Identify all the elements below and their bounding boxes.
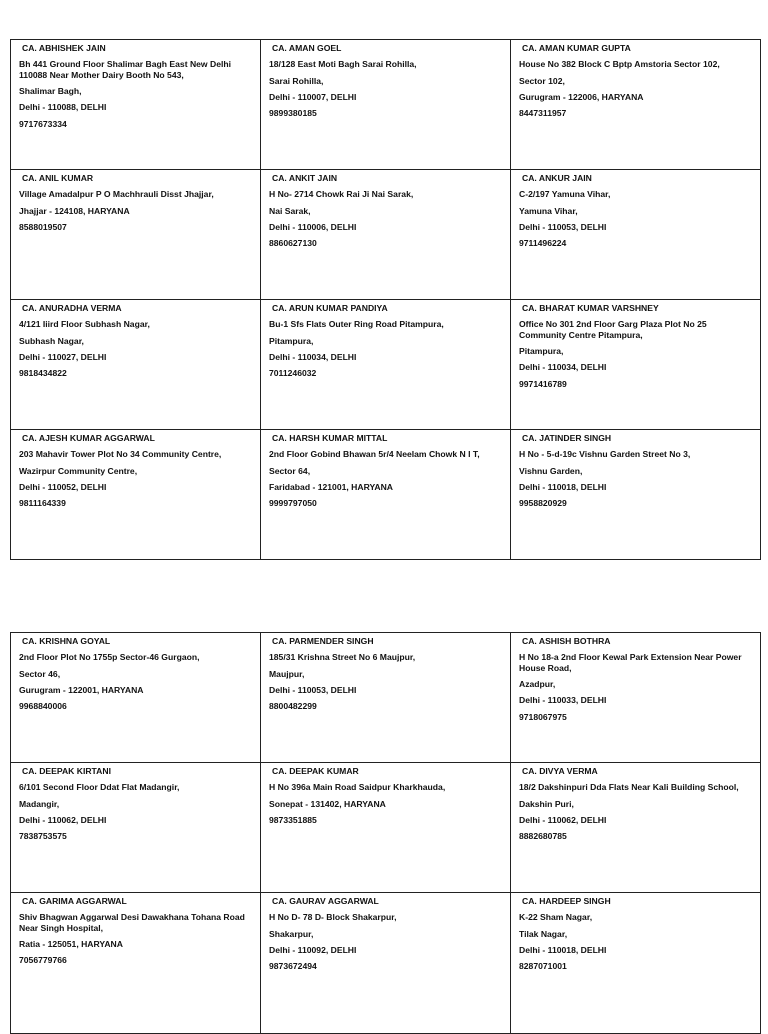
address-line: K-22 Sham Nagar, (519, 912, 593, 923)
address-line: Delhi - 110027, DELHI (19, 351, 107, 362)
address-line: 8447311957 (519, 108, 567, 119)
member-name: CA. ASHISH BOTHRA (522, 636, 611, 646)
address-card (261, 300, 511, 430)
member-name: CA. BHARAT KUMAR VARSHNEY (522, 303, 659, 313)
address-line: Dakshin Puri, (519, 798, 574, 809)
address-line: Delhi - 110034, DELHI (269, 351, 357, 362)
address-line: Yamuna Vihar, (519, 205, 578, 216)
address-card (261, 430, 511, 560)
address-line: 7838753575 (19, 831, 67, 842)
member-name: CA. DEEPAK KUMAR (272, 766, 359, 776)
address-line: 8588019507 (19, 221, 67, 232)
address-card (511, 300, 761, 430)
member-name: CA. ANURADHA VERMA (22, 303, 122, 313)
member-name: CA. HARDEEP SINGH (522, 896, 611, 906)
address-line: Sector 64, (269, 465, 311, 476)
address-line: Delhi - 110062, DELHI (19, 814, 107, 825)
address-card (11, 893, 261, 1034)
member-name: CA. ABHISHEK JAIN (22, 43, 106, 53)
address-line: 185/31 Krishna Street No 6 Maujpur, (269, 652, 416, 663)
address-line: 9999797050 (269, 498, 317, 509)
address-line: Faridabad - 121001, HARYANA (269, 481, 394, 492)
address-line: Sector 102, (519, 75, 565, 86)
address-card (11, 633, 261, 763)
address-line: Sonepat - 131402, HARYANA (269, 798, 386, 809)
member-name: CA. GAURAV AGGARWAL (272, 896, 379, 906)
address-line: Sarai Rohilla, (269, 75, 324, 86)
address-line: C-2/197 Yamuna Vihar, (519, 189, 611, 200)
member-name: CA. DIVYA VERMA (522, 766, 598, 776)
address-line: Vishnu Garden, (519, 465, 583, 476)
address-line: 9873672494 (269, 961, 317, 972)
address-line: 9717673334 (19, 118, 67, 129)
address-line: Village Amadalpur P O Machhrauli Disst Jhajjar, (19, 189, 214, 200)
address-line: 9873351885 (269, 814, 317, 825)
address-card (11, 170, 261, 300)
address-line: Wazirpur Community Centre, (19, 465, 138, 476)
address-line: 9718067975 (519, 711, 567, 722)
address-line: Delhi - 110034, DELHI (519, 362, 607, 373)
address-line: Ratia - 125051, HARYANA (19, 938, 123, 949)
address-line: 9958820929 (519, 498, 567, 509)
address-table-top (10, 39, 761, 560)
address-line: Delhi - 110088, DELHI (19, 102, 107, 113)
table-row (11, 300, 761, 430)
address-line: Nai Sarak, (269, 205, 311, 216)
address-line: 18/2 Dakshinpuri Dda Flats Near Kali Building School, (519, 782, 739, 793)
address-line: 9711496224 (519, 238, 567, 249)
address-line: Madangir, (19, 798, 60, 809)
member-name: CA. ANKIT JAIN (272, 173, 338, 183)
address-card (511, 633, 761, 763)
table-row (11, 170, 761, 300)
member-name: CA. HARSH KUMAR MITTAL (272, 433, 388, 443)
address-line: Delhi - 110052, DELHI (19, 481, 107, 492)
member-name: CA. KRISHNA GOYAL (22, 636, 111, 646)
address-line: H No 18-a 2nd Floor Kewal Park Extension Near Power House Road, (519, 652, 742, 673)
address-card (11, 430, 261, 560)
address-line: 6/101 Second Floor Ddat Flat Madangir, (19, 782, 180, 793)
table-row (11, 763, 761, 893)
address-line: Bu-1 Sfs Flats Outer Ring Road Pitampura, (269, 319, 444, 330)
address-line: Gurugram - 122006, HARYANA (519, 91, 644, 102)
address-line: Subhash Nagar, (19, 335, 84, 346)
address-line: Shalimar Bagh, (19, 85, 82, 96)
address-card (261, 633, 511, 763)
address-line: Azadpur, (519, 678, 556, 689)
member-name: CA. JATINDER SINGH (522, 433, 612, 443)
address-line: 9971416789 (519, 378, 567, 389)
table-row (11, 40, 761, 170)
address-line: 2nd Floor Gobind Bhawan 5r/4 Neelam Chowk N I T, (269, 449, 480, 460)
address-line: Delhi - 110006, DELHI (269, 221, 357, 232)
address-card (11, 40, 261, 170)
address-line: Shakarpur, (269, 928, 314, 939)
table-row (11, 430, 761, 560)
address-line: Maujpur, (269, 668, 305, 679)
member-name: CA. PARMENDER SINGH (272, 636, 374, 646)
address-line: 9818434822 (19, 368, 67, 379)
member-name: CA. AJESH KUMAR AGGARWAL (22, 433, 155, 443)
address-line: Delhi - 110053, DELHI (269, 684, 357, 695)
address-line: 7011246032 (269, 368, 317, 379)
address-line: Gurugram - 122001, HARYANA (19, 684, 144, 695)
member-name: CA. AMAN GOEL (272, 43, 342, 53)
address-card (261, 40, 511, 170)
address-line: Sector 46, (19, 668, 61, 679)
address-line: 4/121 Iiird Floor Subhash Nagar, (19, 319, 150, 330)
address-card (511, 170, 761, 300)
address-line: H No 396a Main Road Saidpur Kharkhauda, (269, 782, 446, 793)
member-name: CA. AMAN KUMAR GUPTA (522, 43, 631, 53)
address-line: 8800482299 (269, 701, 317, 712)
address-card (511, 893, 761, 1034)
address-card (261, 763, 511, 893)
address-table-bottom (10, 632, 761, 1034)
address-line: Pitampura, (519, 345, 564, 356)
address-line: Delhi - 110092, DELHI (269, 944, 357, 955)
address-line: House No 382 Block C Bptp Amstoria Sector 102, (519, 59, 720, 70)
address-line: Shiv Bhagwan Aggarwal Desi Dawakhana Tohana Road Near Singh Hospital, (19, 912, 245, 933)
address-line: Delhi - 110033, DELHI (519, 695, 607, 706)
address-card (11, 300, 261, 430)
table-row (11, 633, 761, 763)
member-name: CA. ANIL KUMAR (22, 173, 94, 183)
address-line: 8860627130 (269, 238, 317, 249)
address-line: 9899380185 (269, 108, 317, 119)
address-line: Delhi - 110007, DELHI (269, 91, 357, 102)
member-name: CA. ANKUR JAIN (522, 173, 592, 183)
address-line: Delhi - 110018, DELHI (519, 481, 607, 492)
address-line: 8882680785 (519, 831, 567, 842)
member-name: CA. DEEPAK KIRTANI (22, 766, 111, 776)
address-line: Delhi - 110062, DELHI (519, 814, 607, 825)
address-line: Delhi - 110018, DELHI (519, 944, 607, 955)
table-row (11, 893, 761, 1034)
address-line: 7056779766 (19, 955, 67, 966)
address-line: 2nd Floor Plot No 1755p Sector-46 Gurgaon, (19, 652, 200, 663)
member-name: CA. ARUN KUMAR PANDIYA (272, 303, 388, 313)
address-line: 9968840006 (19, 701, 67, 712)
address-card (261, 893, 511, 1034)
address-line: 203 Mahavir Tower Plot No 34 Community Centre, (19, 449, 222, 460)
address-line: H No - 5-d-19c Vishnu Garden Street No 3, (519, 449, 691, 460)
address-line: Delhi - 110053, DELHI (519, 221, 607, 232)
address-line: H No D- 78 D- Block Shakarpur, (269, 912, 397, 923)
address-line: 8287071001 (519, 961, 567, 972)
address-line: 9811164339 (19, 498, 66, 509)
address-card (11, 763, 261, 893)
address-line: Bh 441 Ground Floor Shalimar Bagh East New Delhi 110088 Near Mother Dairy Booth No 543, (19, 59, 232, 80)
address-card (261, 170, 511, 300)
address-line: Pitampura, (269, 335, 314, 346)
address-line: 18/128 East Moti Bagh Sarai Rohilla, (269, 59, 417, 70)
address-line: Tilak Nagar, (519, 928, 568, 939)
address-card (511, 40, 761, 170)
address-card (511, 763, 761, 893)
address-line: H No- 2714 Chowk Rai Ji Nai Sarak, (269, 189, 414, 200)
address-line: Office No 301 2nd Floor Garg Plaza Plot No 25 Community Centre Pitampura, (519, 319, 707, 340)
address-line: Jhajjar - 124108, HARYANA (19, 205, 130, 216)
member-name: CA. GARIMA AGGARWAL (22, 896, 127, 906)
address-card (511, 430, 761, 560)
